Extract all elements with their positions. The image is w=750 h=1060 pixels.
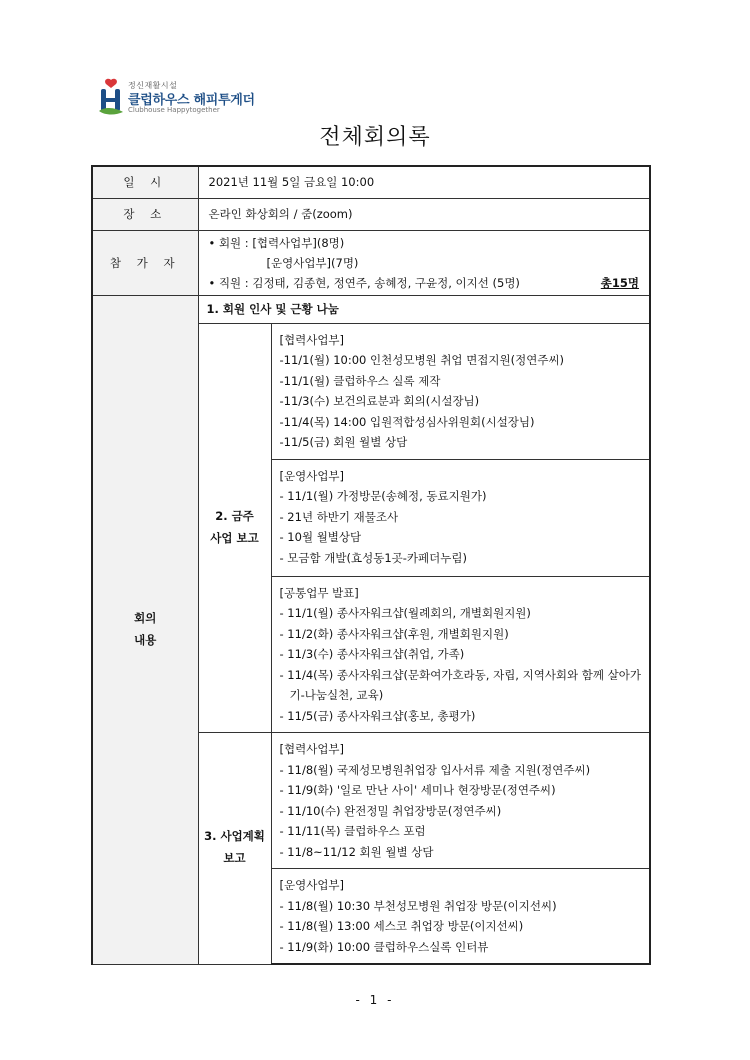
list-item: - 11/1(월) 종사자워크샵(월례회의, 개별회원지원) (279, 606, 531, 620)
attendees-members-line2: [운영사업부](7명) (266, 255, 359, 270)
block-heading: [협력사업부] (279, 742, 345, 756)
section2-label (198, 323, 271, 733)
clubhouse-logo (98, 78, 268, 118)
list-item: -11/5(금) 회원 월별 상담 (279, 435, 408, 449)
list-item: - 11/9(화) '일로 만난 사이' 세미나 현장방문(정연주씨) (279, 783, 556, 797)
section1-row (92, 295, 650, 323)
section3-label-line1: 3. 사업계획 (204, 829, 265, 844)
list-item: - 11/9(화) 10:00 클럽하우스실록 인터뷰 (279, 939, 489, 954)
section2-block2 (271, 459, 650, 576)
list-item: -11/1(월) 10:00 인천성모병원 취업 면접지원(정연주씨) (279, 353, 565, 367)
list-item: - 11/8(월) 국제성모병원취업장 입사서류 제출 지원(정연주씨) (279, 762, 591, 777)
list-item: - 11/8~11/12 회원 월별 상담 (279, 844, 434, 859)
attendees-members-line: • 회원 : [협력사업부](8명) (208, 235, 345, 250)
list-item: -11/4(목) 14:00 입원적합성심사위원회(시설장님) (279, 414, 535, 429)
attendees-total: 총15명 (600, 275, 640, 290)
list-item: - 11/8(월) 13:00 세스코 취업장 방문(이지선씨) (279, 919, 524, 933)
minutes-table (91, 165, 651, 965)
content-label (92, 295, 198, 964)
place-value: 온라인 화상회의 / 줌(zoom) (198, 198, 650, 230)
attendees-value (198, 230, 650, 295)
block-heading: [협력사업부] (279, 332, 345, 347)
block-heading: [운영사업부] (279, 468, 345, 483)
place-label: 장 소 (92, 198, 198, 230)
section3-block1 (271, 733, 650, 869)
logo-name: 클럽하우스 해피투게더 (128, 93, 255, 108)
list-item: - 21년 하반기 재물조사 (279, 509, 399, 524)
section1-heading: 1. 회원 인사 및 근황 나눔 (198, 295, 650, 323)
attendees-staff-line (209, 273, 650, 293)
document-title: 전체회의록 (319, 125, 431, 150)
block-heading: [운영사업부] (279, 878, 345, 892)
section3-label-line2: 보고 (223, 851, 246, 866)
attendees-staff-text: • 직원 : 김정태, 김종현, 정연주, 송혜정, 구윤정, 이지선 (5명) (208, 275, 520, 290)
section3-block2 (271, 869, 650, 965)
date-label: 일 시 (92, 166, 198, 198)
attendees-row (92, 230, 650, 295)
content-label-line2: 내용 (134, 632, 157, 647)
list-item: - 11/11(목) 클럽하우스 포럼 (279, 824, 426, 838)
list-item: -11/1(월) 클럽하우스 실록 제작 (279, 373, 441, 388)
date-value: 2021년 11월 5일 금요일 10:00 (198, 166, 650, 198)
list-item: - 10월 월별상담 (279, 530, 362, 544)
list-item: - 11/4(목) 종사자워크샵(문화여가호라동, 자립, 지역사회와 함께 살아가기-나눔실천, 교육) (279, 667, 642, 702)
list-item: - 모금함 개발(효성동1곳-카페더누림) (279, 550, 467, 565)
content-label-line1: 회의 (134, 610, 157, 625)
section3-label (198, 733, 271, 965)
section2-label-line1: 2. 금주 (215, 508, 254, 523)
attendees-label: 참 가 자 (92, 230, 198, 295)
list-item: - 11/1(월) 가정방문(송혜정, 동료지원가) (279, 489, 487, 503)
list-item: - 11/3(수) 종사자워크샵(취업, 가족) (279, 647, 465, 661)
logo-h-icon (98, 78, 124, 116)
section2-block3 (271, 576, 650, 733)
section2-label-line2: 사업 보고 (210, 530, 259, 545)
section2-block1 (271, 323, 650, 459)
logo-english-name: Clubhouse Happytogether (128, 106, 220, 114)
page-number: - 1 - (355, 993, 395, 1007)
block-heading: [공통업무 발표] (279, 585, 359, 600)
list-item: - 11/8(월) 10:30 부천성모병원 취업장 방문(이지선씨) (279, 898, 557, 913)
list-item: - 11/10(수) 완전정밀 취업장방문(정연주씨) (279, 803, 502, 818)
list-item: -11/3(수) 보건의료분과 회의(시설장님) (279, 394, 480, 408)
list-item: - 11/2(화) 종사자워크샵(후원, 개별회원지원) (279, 626, 509, 641)
place-row (92, 198, 650, 230)
list-item: - 11/5(금) 종사자워크샵(홍보, 총평가) (279, 708, 476, 723)
date-row (92, 166, 650, 198)
logo-subtitle: 정신재활시설 (128, 81, 178, 90)
